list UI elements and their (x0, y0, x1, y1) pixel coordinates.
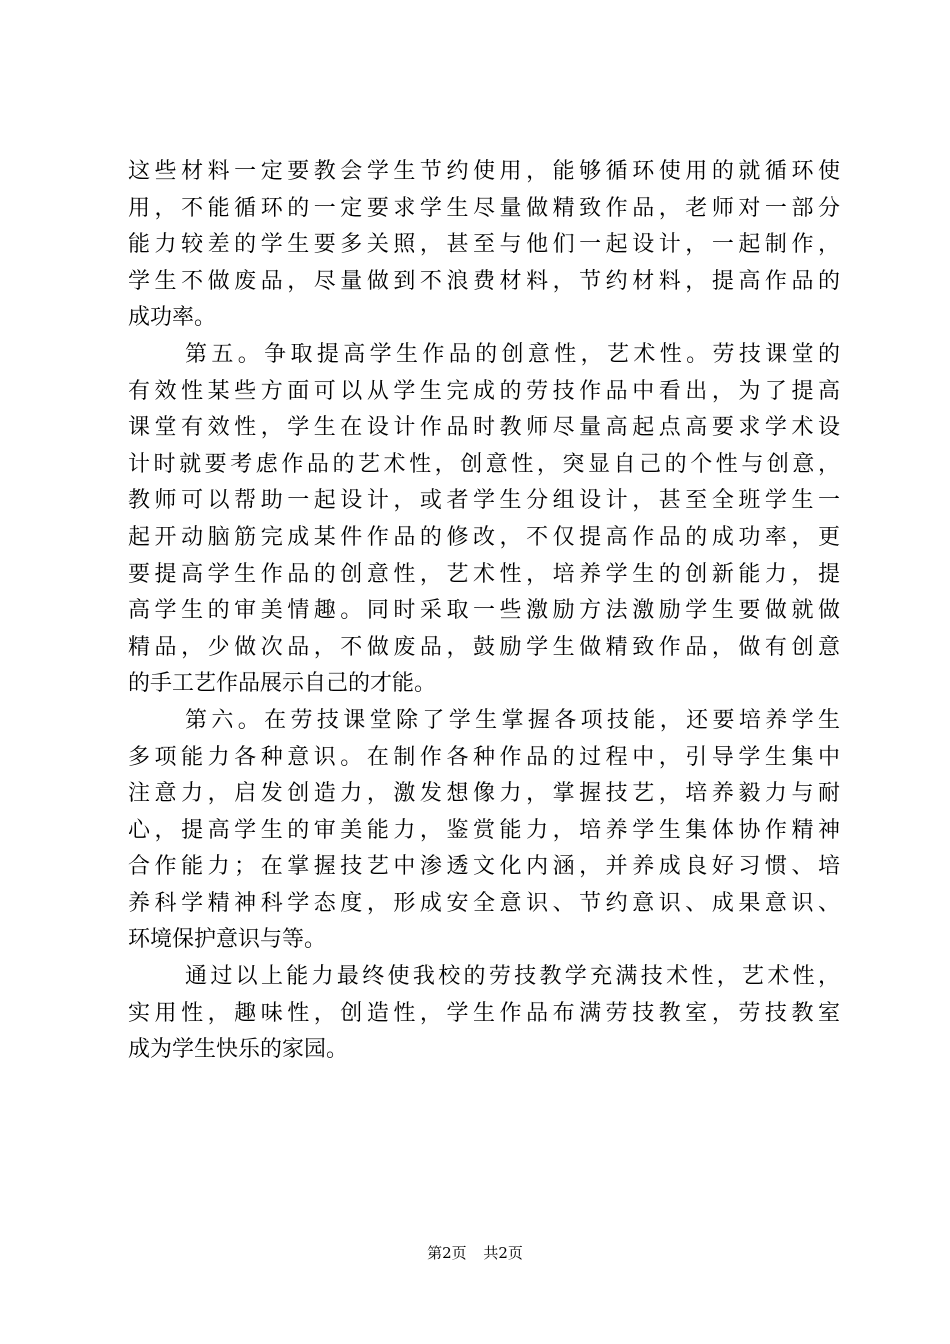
paragraph-line: 注意力，启发创造力，激发想像力，掌握技艺，培养毅力与耐 (128, 781, 840, 807)
paragraph-line: 要提高学生作品的创意性，艺术性，培养学生的创新能力，提 (128, 561, 840, 587)
paragraph-line: 成功率。 (128, 305, 217, 331)
paragraph-line: 高学生的审美情趣。同时采取一些激励方法激励学生要做就做 (128, 598, 840, 624)
page-footer (0, 1243, 950, 1263)
paragraph-line: 合作能力；在掌握技艺中渗透文化内涵，并养成良好习惯、培 (128, 854, 840, 880)
paragraph-line: 心，提高学生的审美能力，鉴赏能力，培养学生集体协作精神 (128, 817, 840, 843)
page-number: 第2页 (427, 1244, 467, 1262)
paragraph-line: 多项能力各种意识。在制作各种作品的过程中，引导学生集中 (128, 744, 840, 770)
paragraph-line: 通过以上能力最终使我校的劳技教学充满技术性，艺术性， (185, 964, 840, 990)
paragraph-line: 教师可以帮助一起设计，或者学生分组设计，甚至全班学生一 (128, 488, 840, 514)
paragraph-line: 计时就要考虑作品的艺术性，创意性，突显自己的个性与创意， (128, 451, 840, 477)
paragraph-line: 养科学精神科学态度，形成安全意识、节约意识、成果意识、 (128, 890, 840, 916)
paragraph-fifth (128, 337, 840, 703)
paragraph-line: 有效性某些方面可以从学生完成的劳技作品中看出，为了提高 (128, 378, 840, 404)
paragraph-materials (128, 154, 840, 337)
paragraph-line: 用，不能循环的一定要求学生尽量做精致作品，老师对一部分 (128, 195, 840, 221)
paragraph-line: 这些材料一定要教会学生节约使用，能够循环使用的就循环使 (128, 159, 840, 184)
paragraph-line: 的手工艺作品展示自己的才能。 (128, 671, 437, 697)
paragraph-line: 第五。争取提高学生作品的创意性，艺术性。劳技课堂的 (185, 341, 840, 367)
paragraph-line: 起开动脑筋完成某件作品的修改，不仅提高作品的成功率，更 (128, 524, 840, 550)
document-body (128, 154, 840, 1069)
paragraph-conclusion (128, 959, 840, 1069)
page-total: 共2页 (483, 1244, 523, 1262)
paragraph-line: 第六。在劳技课堂除了学生掌握各项技能，还要培养学生 (185, 707, 840, 733)
paragraph-line: 学生不做废品，尽量做到不浪费材料，节约材料，提高作品的 (128, 268, 840, 294)
paragraph-line: 环境保护意识与等。 (128, 927, 327, 953)
paragraph-sixth (128, 703, 840, 959)
paragraph-line: 能力较差的学生要多关照，甚至与他们一起设计，一起制作， (128, 232, 840, 258)
paragraph-line: 实用性，趣味性，创造性，学生作品布满劳技教室，劳技教室 (128, 1000, 840, 1026)
paragraph-line: 成为学生快乐的家园。 (128, 1037, 349, 1063)
paragraph-line: 精品，少做次品，不做废品，鼓励学生做精致作品，做有创意 (128, 634, 840, 660)
paragraph-line: 课堂有效性，学生在设计作品时教师尽量高起点高要求学术设 (128, 415, 840, 441)
